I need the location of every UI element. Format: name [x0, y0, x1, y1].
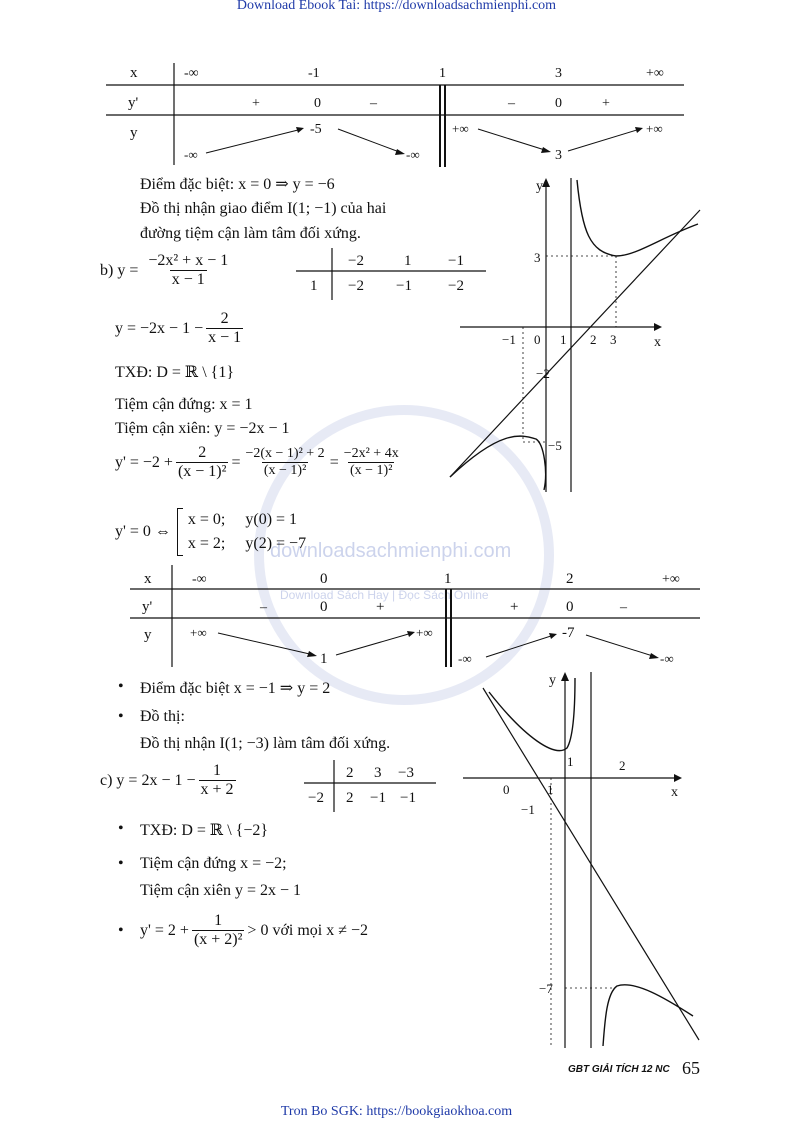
horner-c-top-0: 2	[346, 765, 354, 781]
variation-table-b	[126, 563, 704, 671]
tbl-a-x-3: 3	[555, 66, 562, 81]
part-b-critical	[115, 508, 306, 556]
tbl-a-x-label: x	[130, 65, 138, 81]
tbl-b-y-3: -∞	[458, 651, 472, 666]
part-c-deriv-lhs: • y' = 2 +	[140, 921, 189, 939]
tbl-a-x-0: -∞	[184, 66, 199, 81]
horner-c-top-2: −3	[398, 765, 414, 781]
horner-b-top-2: −1	[448, 253, 464, 269]
horner-b-bot-2: −2	[448, 278, 464, 294]
part-b-rewrite-num: 2	[220, 310, 229, 327]
tbl-a-x-4: +∞	[646, 66, 664, 81]
graph-c-x-label: x	[671, 785, 678, 800]
tbl-a-yp-0: +	[252, 96, 260, 111]
part-c-f-num: 1	[213, 762, 222, 779]
part-c-domain: • TXĐ: D = ℝ \ {−2}	[140, 820, 268, 840]
header-link[interactable]: Download Ebook Tai: https://downloadsachmienphi.com	[236, 0, 557, 13]
tbl-a-y-3: +∞	[452, 121, 469, 136]
part-b-label: b) y =	[100, 261, 139, 279]
part-c-vertical-asym: • Tiệm cận đứng x = −2;	[140, 855, 287, 873]
part-b-graph-heading: • Đồ thị:	[140, 708, 185, 726]
tbl-a-y-1: -5	[310, 122, 322, 137]
part-b-domain: TXĐ: D = ℝ \ {1}	[115, 364, 235, 381]
part-b-crit-1: x = 0; y(0) = 1	[187, 511, 298, 528]
tbl-a-y-2: -∞	[406, 147, 420, 162]
tbl-b-x-3: 2	[566, 571, 574, 587]
part-b-eq-1: =	[231, 453, 241, 471]
graph-c-tick-x-1: 1	[547, 782, 554, 797]
part-c-oblique-asym: Tiệm cận xiên y = 2x − 1	[140, 882, 301, 899]
graph-b-tick-y-3: 3	[534, 250, 541, 265]
watermark-site: downloadsachmienphi.com	[270, 540, 512, 562]
graph-c-tick-y-1: 1	[567, 754, 574, 769]
part-b-crit-2: x = 2; y(2) = −7	[187, 535, 307, 552]
brace-icon	[177, 508, 183, 556]
horner-c-bot-0: 2	[346, 790, 354, 806]
tbl-a-yp-4: 0	[555, 96, 562, 111]
tbl-b-y-1: 1	[320, 651, 328, 667]
tbl-a-yp-3: –	[508, 96, 515, 111]
part-b-deriv-den3: (x − 1)²	[350, 463, 393, 478]
tbl-a-yp-2: –	[370, 96, 377, 111]
tbl-b-y-4: -7	[562, 625, 575, 641]
graph-b-tick-x-2: 2	[590, 332, 597, 347]
tbl-b-yp-5: –	[620, 600, 627, 615]
tbl-a-y-4: 3	[555, 148, 562, 163]
tbl-b-yp-0: –	[260, 600, 267, 615]
horner-b-bot-1: −1	[396, 278, 412, 294]
graph-b-x-label: x	[654, 335, 661, 350]
tbl-b-x-4: +∞	[662, 572, 680, 587]
graph-c-tick-y-m1: −1	[521, 802, 535, 817]
part-a-symmetry-2: đường tiệm cận làm tâm đối xứng.	[140, 225, 361, 242]
horner-b-root: 1	[310, 278, 318, 294]
part-b-deriv-num3: −2x² + 4x	[343, 446, 399, 461]
tbl-b-x-1: 0	[320, 571, 328, 587]
tbl-a-y-0: -∞	[184, 147, 198, 162]
part-b-crit-lhs: y' = 0 ⇔	[115, 523, 171, 540]
part-b-oblique-asym: Tiệm cận xiên: y = −2x − 1	[115, 420, 290, 437]
footer-link[interactable]: Tron Bo SGK: https://bookgiaokhoa.com	[280, 1104, 513, 1119]
tbl-a-yp-5: +	[602, 96, 610, 111]
tbl-b-x-label: x	[144, 571, 152, 587]
tbl-a-yp-label: y'	[128, 95, 139, 111]
book-title: GBT GIẢI TÍCH 12 NC	[568, 1064, 670, 1075]
part-b-symmetry: Đồ thị nhận I(1; −3) làm tâm đối xứng.	[140, 735, 391, 752]
tbl-b-y-2: +∞	[416, 625, 433, 640]
part-c-label: c) y = 2x − 1 −	[100, 771, 196, 789]
graph-c-y-label: y	[549, 673, 556, 688]
part-b-deriv-num1: 2	[198, 444, 207, 461]
tbl-b-yp-2: +	[376, 599, 385, 615]
horner-table-c	[300, 758, 440, 814]
tbl-a-y-5: +∞	[646, 121, 663, 136]
graph-c-tick-x-0: 0	[503, 782, 510, 797]
part-c-deriv-num: 1	[214, 912, 223, 929]
tbl-a-x-1: -1	[308, 66, 320, 81]
part-b-deriv-den1: (x − 1)²	[177, 463, 227, 480]
part-c-function	[100, 762, 239, 799]
graph-b-tick-y-m5: −5	[548, 438, 562, 453]
part-c-deriv-tail: > 0 với mọi x ≠ −2	[247, 921, 369, 939]
graph-c	[455, 668, 710, 1058]
tbl-a-yp-1: 0	[314, 96, 321, 111]
part-b-f-num: −2x² + x − 1	[148, 252, 229, 269]
part-a-special-point: Điểm đặc biệt: x = 0 ⇒ y = −6	[140, 176, 335, 193]
graph-b-tick-x-0: 0	[534, 332, 541, 347]
tbl-b-y-label: y	[144, 627, 152, 643]
horner-c-top-1: 3	[374, 765, 382, 781]
part-b-derivative	[115, 444, 404, 481]
tbl-b-y-5: -∞	[660, 651, 674, 666]
watermark-tagline: Download Sách Hay | Đọc Sách Online	[280, 588, 489, 602]
variation-table-a	[100, 55, 690, 170]
tbl-b-x-2: 1	[444, 571, 452, 587]
part-b-deriv-num2: −2(x − 1)² + 2	[245, 446, 325, 461]
tbl-b-y-0: +∞	[190, 625, 207, 640]
graph-b-y-label: y	[536, 179, 543, 194]
part-b-rewrite	[115, 310, 246, 347]
part-c-f-den: x + 2	[200, 781, 234, 798]
graph-b-tick-y-m2: −2	[536, 366, 550, 381]
horner-b-top-0: −2	[348, 253, 364, 269]
graph-b	[440, 172, 710, 502]
part-b-vertical-asym: Tiệm cận đứng: x = 1	[115, 396, 253, 413]
tbl-b-yp-1: 0	[320, 599, 328, 615]
part-b-rewrite-lhs: y = −2x − 1 −	[115, 319, 204, 337]
horner-b-top-1: 1	[404, 253, 412, 269]
tbl-a-x-2: 1	[439, 66, 446, 81]
graph-b-tick-x-3: 3	[610, 332, 617, 347]
graph-b-tick-x-m1: −1	[502, 332, 516, 347]
part-b-deriv-lhs: y' = −2 +	[115, 453, 173, 471]
part-c-derivative	[140, 912, 368, 949]
part-b-rewrite-den: x − 1	[208, 329, 242, 346]
part-b-eq-2: =	[329, 453, 339, 471]
part-c-deriv-den: (x + 2)²	[193, 931, 243, 948]
graph-c-tick-x-2: 2	[619, 758, 626, 773]
part-a-symmetry-1: Đồ thị nhận giao điểm I(1; −1) của hai	[140, 200, 387, 217]
horner-c-root: −2	[308, 790, 324, 806]
part-b-special-point: • Điểm đặc biệt x = −1 ⇒ y = 2	[140, 678, 330, 698]
part-b-f-den: x − 1	[171, 271, 205, 288]
tbl-b-yp-label: y'	[142, 599, 153, 615]
page-number: 65	[682, 1058, 700, 1078]
part-b-function	[100, 252, 233, 289]
tbl-b-yp-3: +	[510, 599, 519, 615]
tbl-b-yp-4: 0	[566, 599, 574, 615]
tbl-b-x-0: -∞	[192, 572, 207, 587]
tbl-a-y-label: y	[130, 125, 138, 141]
horner-b-bot-0: −2	[348, 278, 364, 294]
horner-c-bot-2: −1	[400, 790, 416, 806]
graph-c-tick-y-m7: −7	[539, 981, 553, 996]
horner-c-bot-1: −1	[370, 790, 386, 806]
graph-b-tick-x-1: 1	[560, 332, 567, 347]
part-b-deriv-den2: (x − 1)²	[263, 463, 307, 478]
